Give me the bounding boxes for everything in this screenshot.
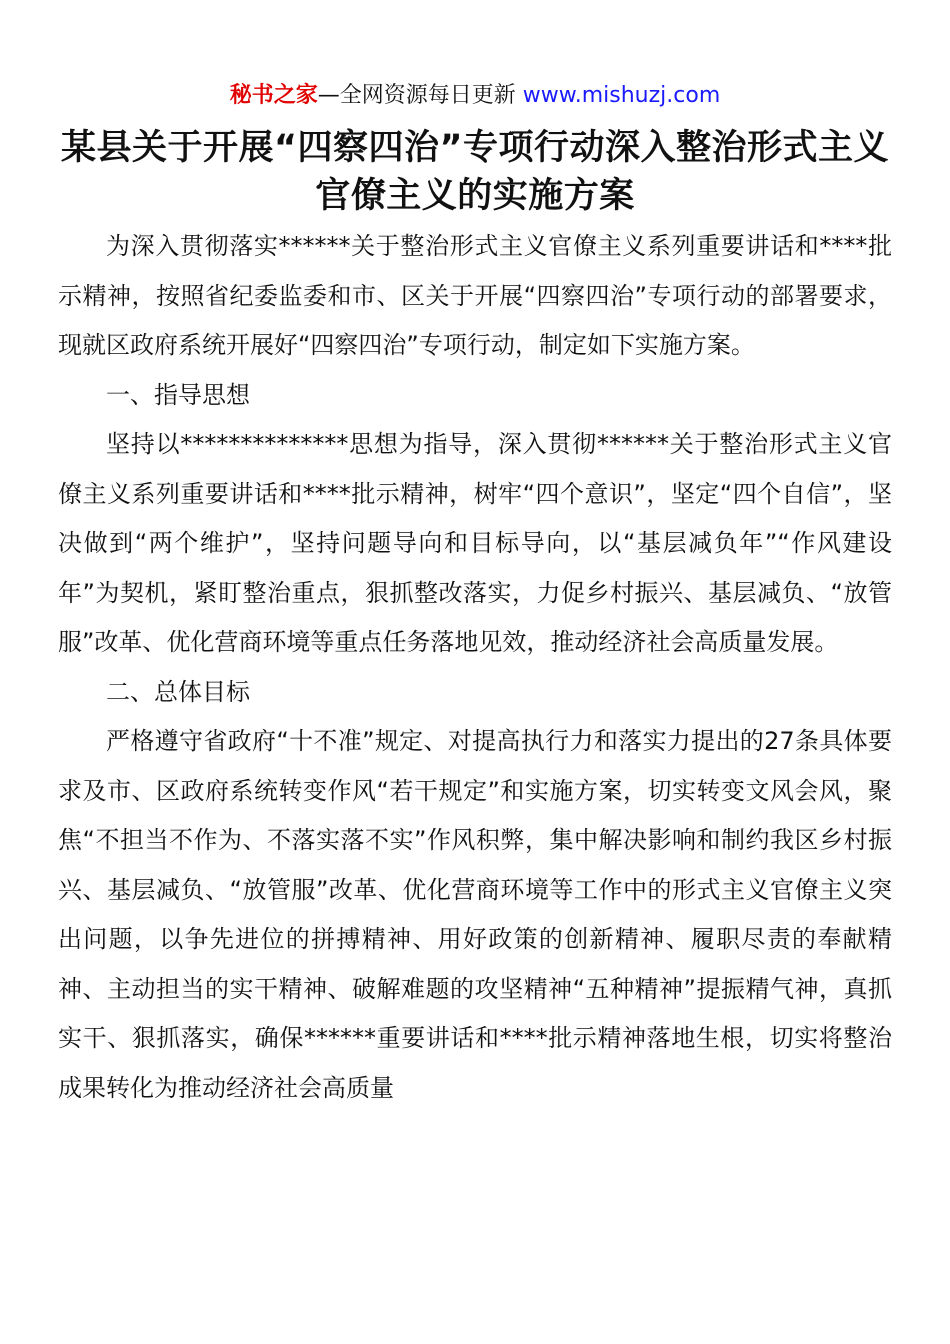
site-tagline: —全网资源每日更新: [317, 83, 523, 108]
overall-goal-paragraph: 严格遵守省政府“十不准”规定、对提高执行力和落实力提出的27条具体要求及市、区政府系统转变作风“若干规定”和实施方案，切实转变文风会风，聚焦“不担当不作为、不落实落不实”作风积弊，集中解决影响和制约我区乡村振兴、基层减负、“放管服”改革、优化营商环境等工作中的形式主义官僚主义突出问题，以争先进位的拼搏精神、用好政策的创新精神、履职尽责的奉献精神、主动担当的实干精神、破解难题的攻坚精神“五种精神”提振精气神，真抓实干、狠抓落实，确保******重要讲话和****批示精神落地生根，切实将整治成果转化为推动经济社会高质量: [58, 727, 892, 1102]
document-title: 某县关于开展“四察四治”专项行动深入整治形式主义官僚主义的实施方案: [60, 128, 889, 216]
guiding-thought-paragraph: 坚持以**************思想为指导，深入贯彻******关于整治形式主义官僚主义系列重要讲话和****批示精神，树牢“四个意识”，坚定“四个自信”，坚决做到“两个维护”，坚持问题导向和目标导向，以“基层减负年”“作风建设年”为契机，紧盯整治重点，狠抓整改落实，力促乡村振兴、基层减负、“放管服”改革、优化营商环境等重点任务落地见效，推动经济社会高质量发展。: [58, 430, 892, 656]
site-brand: 秘书之家: [229, 83, 318, 108]
section-heading-overall-goal: 二、总体目标: [106, 677, 250, 706]
section-heading-guiding-thought: 一、指导思想: [106, 380, 250, 409]
site-url-link[interactable]: www.mishuzj.com: [522, 83, 721, 108]
site-header: [0, 80, 950, 112]
intro-paragraph: 为深入贯彻落实******关于整治形式主义官僚主义系列重要讲话和****批示精神，按照省纪委监委和市、区关于开展“四察四治”专项行动的部署要求，现就区政府系统开展好“四察四治”专项行动，制定如下实施方案。: [58, 232, 892, 359]
document-body: [58, 222, 892, 1113]
